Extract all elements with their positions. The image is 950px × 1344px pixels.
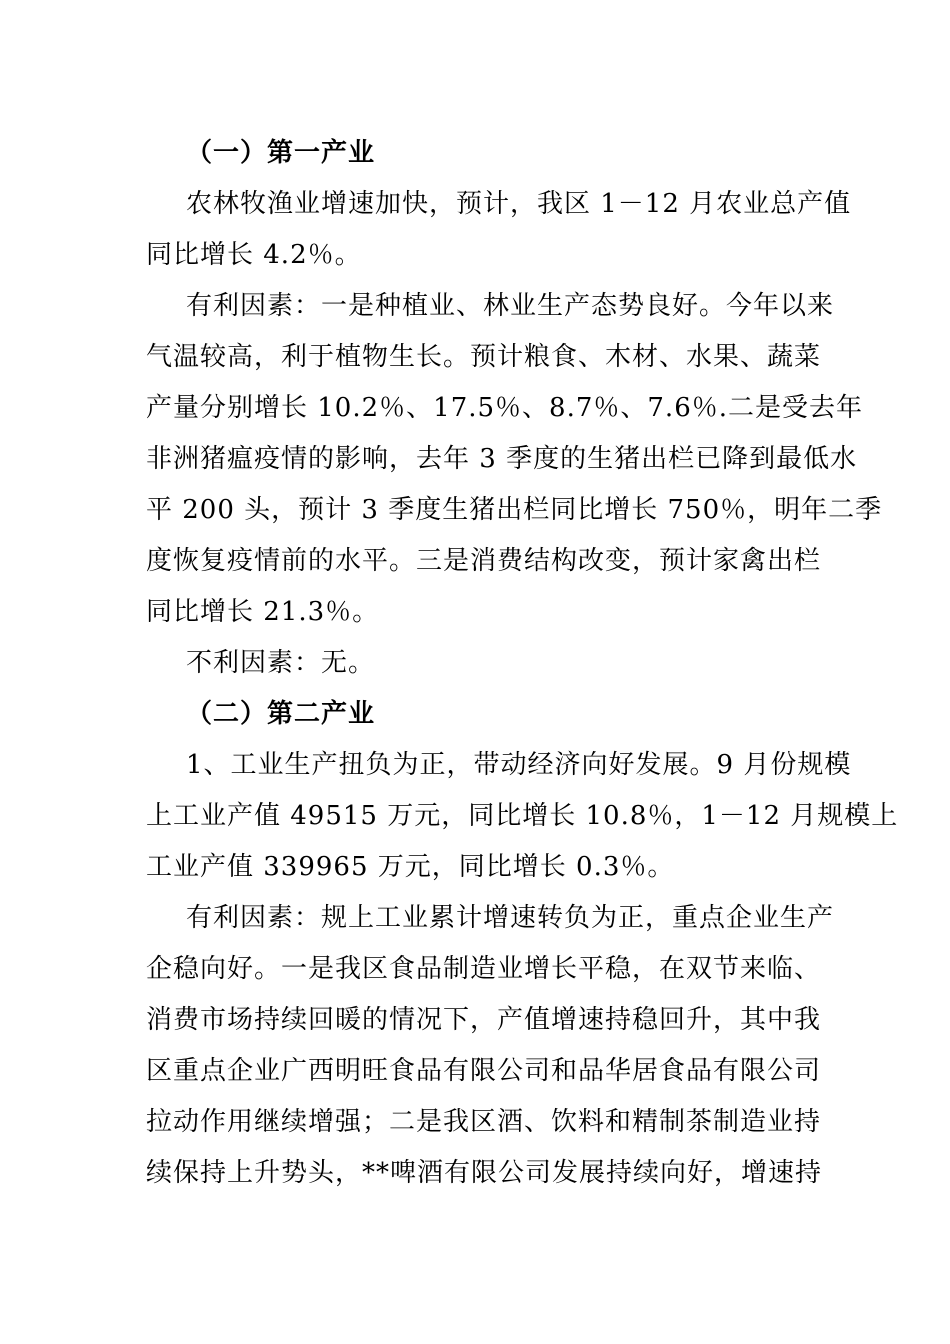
section-heading-primary-industry: （一）第一产业 [186, 138, 376, 168]
paragraph-line: 非洲猪瘟疫情的影响，去年 3 季度的生猪出栏已降到最低水 [146, 444, 858, 474]
paragraph-line: 消费市场持续回暖的情况下，产值增速持稳回升，其中我 [146, 1005, 822, 1035]
paragraph-line: 拉动作用继续增强；二是我区酒、饮料和精制茶制造业持 [146, 1107, 822, 1137]
paragraph-line: 农林牧渔业增速加快，预计，我区 1－12 月农业总产值 [186, 189, 852, 219]
paragraph-line: 区重点企业广西明旺食品有限公司和品华居食品有限公司 [146, 1056, 822, 1086]
document-body [146, 128, 899, 1199]
paragraph-line: 同比增长 21.3％。 [146, 597, 380, 627]
paragraph-line: 1、工业生产扭负为正，带动经济向好发展。9 月份规模 [186, 750, 852, 780]
paragraph-line: 续保持上升势头，**啤酒有限公司发展持续向好，增速持 [146, 1158, 823, 1188]
paragraph-line: 上工业产值 49515 万元，同比增长 10.8％，1－12 月规模上 [146, 801, 899, 831]
paragraph-line: 有利因素：规上工业累计增速转负为正，重点企业生产 [186, 903, 835, 933]
paragraph-line: 不利因素：无。 [186, 648, 376, 678]
paragraph-line: 平 200 头，预计 3 季度生猪出栏同比增长 750％，明年二季 [146, 495, 883, 525]
paragraph-line: 度恢复疫情前的水平。三是消费结构改变，预计家禽出栏 [146, 546, 822, 576]
paragraph-line: 工业产值 339965 万元，同比增长 0.3％。 [146, 852, 675, 882]
section-heading-secondary-industry: （二）第二产业 [186, 699, 376, 729]
paragraph-line: 企稳向好。一是我区食品制造业增长平稳，在双节来临、 [146, 954, 822, 984]
paragraph-line: 气温较高，利于植物生长。预计粮食、木材、水果、蔬菜 [146, 342, 822, 372]
paragraph-line: 有利因素：一是种植业、林业生产态势良好。今年以来 [186, 291, 835, 321]
paragraph-line: 同比增长 4.2％。 [146, 240, 362, 270]
paragraph-line: 产量分别增长 10.2％、17.5％、8.7％、7.6％.二是受去年 [146, 393, 864, 423]
